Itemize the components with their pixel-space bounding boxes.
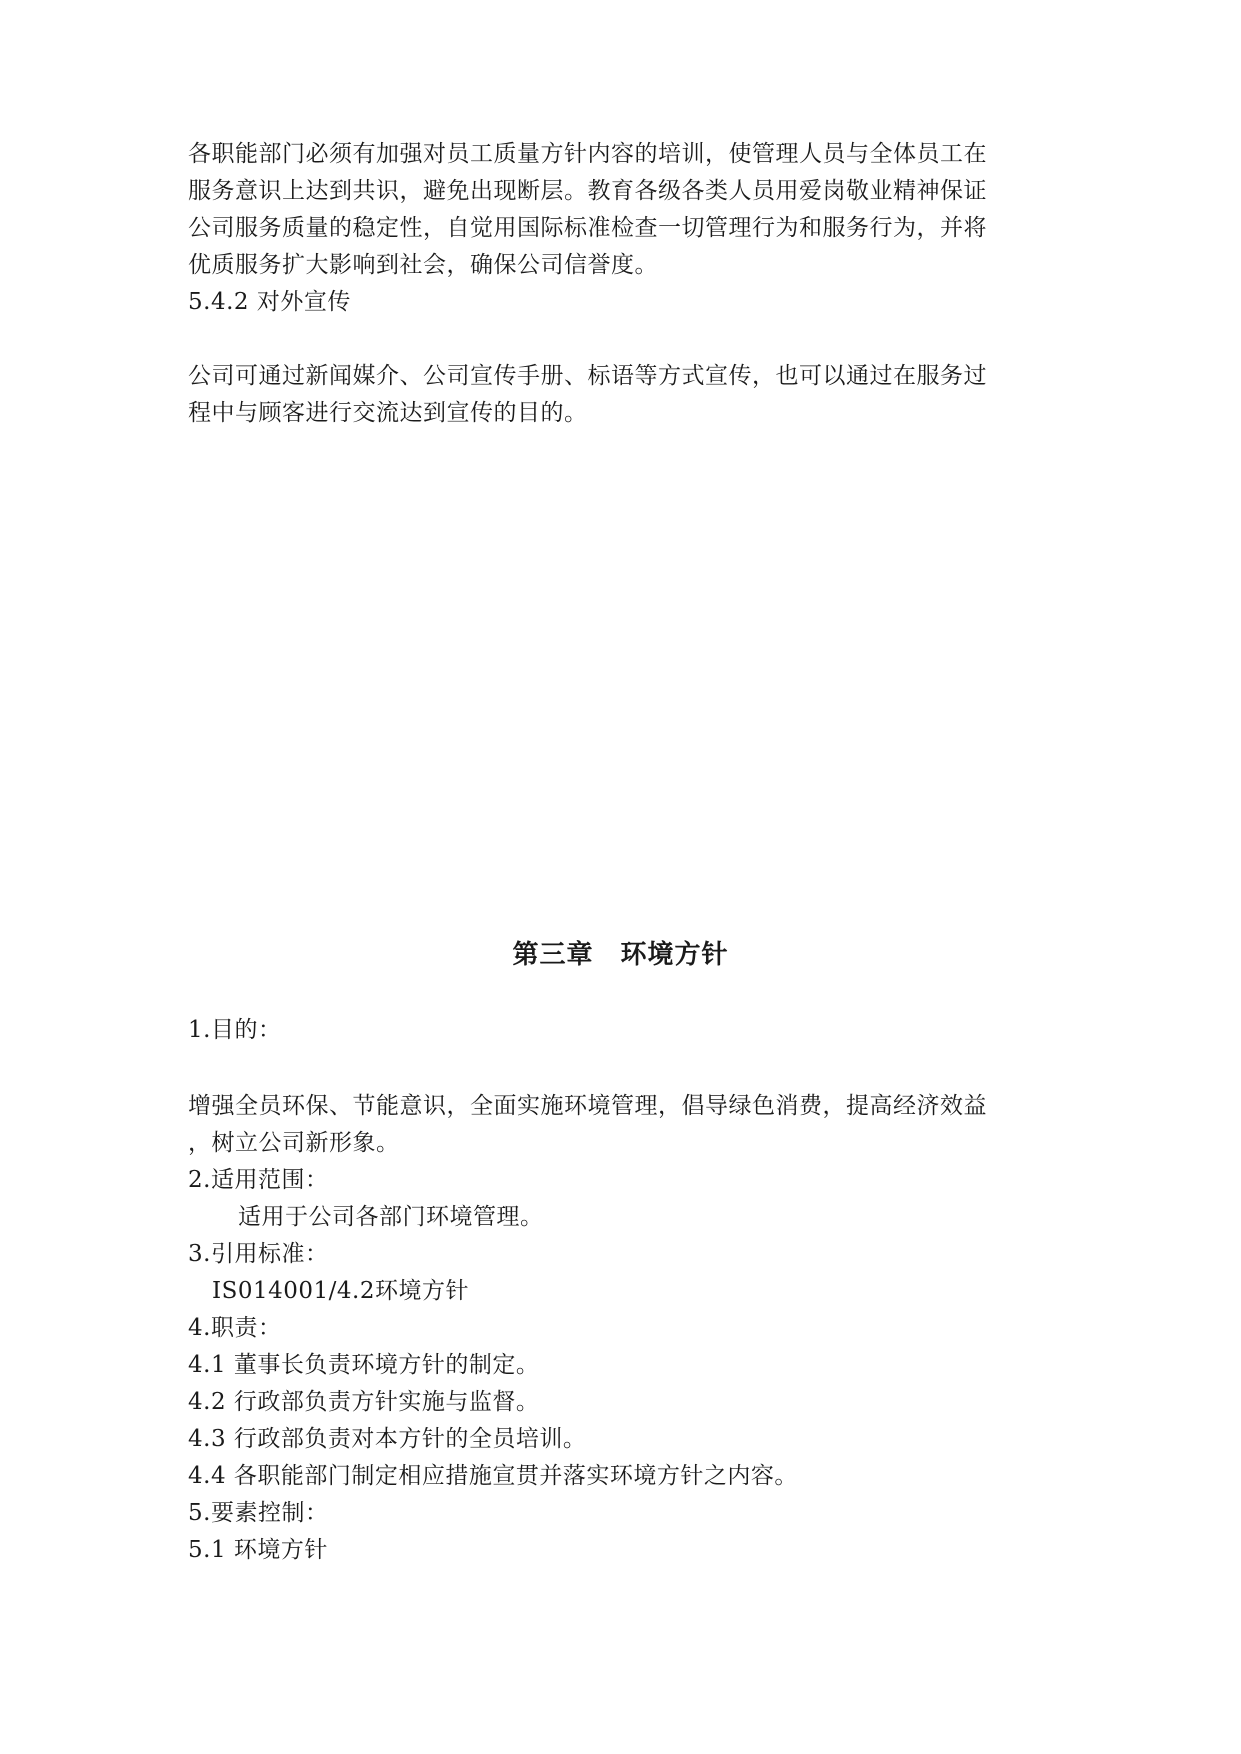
list-item: 4.2 行政部负责方针实施与监督。 — [188, 1389, 540, 1415]
paragraph-line: 程中与顾客进行交流达到宣传的目的。 — [188, 400, 588, 426]
paragraph-line: 优质服务扩大影响到社会，确保公司信誉度。 — [188, 252, 658, 278]
paragraph-line: 各职能部门必须有加强对员工质量方针内容的培训，使管理人员与全体员工在 — [188, 141, 987, 167]
paragraph-line: 服务意识上达到共识，避免出现断层。教育各级各类人员用爱岗敬业精神保证 — [188, 178, 987, 204]
chapter-title: 第三章 环境方针 — [512, 940, 729, 970]
subsection-heading: 5.4.2 对外宣传 — [188, 289, 351, 315]
section-heading: 5.要素控制： — [188, 1500, 329, 1526]
section-heading: 2.适用范围： — [188, 1167, 329, 1193]
list-item: 4.1 董事长负责环境方针的制定。 — [188, 1352, 540, 1378]
paragraph-line: ，树立公司新形象。 — [188, 1130, 400, 1156]
subsection-heading: 5.1 环境方针 — [188, 1537, 328, 1563]
list-item: 4.3 行政部负责对本方针的全员培训。 — [188, 1426, 587, 1452]
paragraph-line: 适用于公司各部门环境管理。 — [238, 1204, 544, 1230]
paragraph-line: 公司可通过新闻媒介、公司宣传手册、标语等方式宣传，也可以通过在服务过 — [188, 363, 987, 389]
section-heading: 4.职责： — [188, 1315, 282, 1341]
paragraph-line: 增强全员环保、节能意识，全面实施环境管理，倡导绿色消费，提高经济效益 — [188, 1093, 987, 1119]
section-heading: 1.目的： — [188, 1017, 282, 1043]
section-heading: 3.引用标准： — [188, 1241, 329, 1267]
list-item: 4.4 各职能部门制定相应措施宣贯并落实环境方针之内容。 — [188, 1463, 798, 1489]
paragraph-line: 公司服务质量的稳定性，自觉用国际标准检查一切管理行为和服务行为，并将 — [188, 215, 987, 241]
paragraph-line: IS014001/4.2环境方针 — [212, 1278, 469, 1304]
